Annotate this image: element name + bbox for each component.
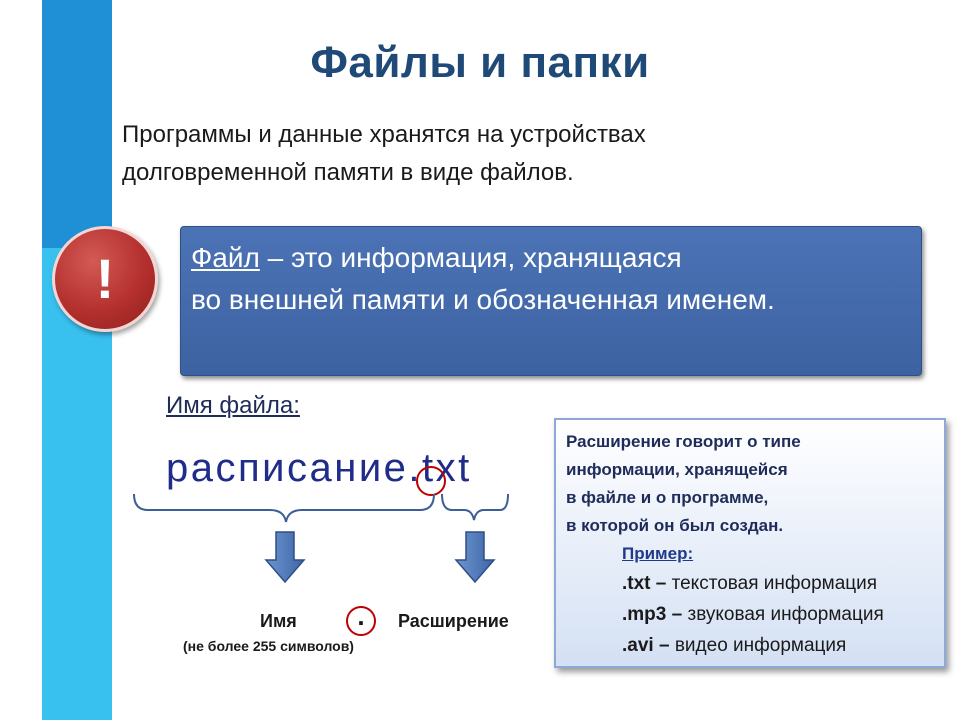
- example-desc: звуковая информация: [687, 604, 884, 625]
- filename-label: Имя файла:: [166, 392, 300, 419]
- example-sep: –: [650, 573, 672, 594]
- page-title: Файлы и папки: [310, 38, 650, 87]
- extension-info-box: [554, 418, 946, 668]
- intro-line-2: долговременной памяти в виде файлов.: [122, 159, 574, 186]
- extension-arrow-icon: [456, 532, 494, 582]
- name-brace: [134, 494, 434, 522]
- example-label: Пример:: [622, 544, 694, 563]
- filename-example: расписание.txt: [166, 446, 472, 490]
- intro-line-1: Программы и данные хранятся на устройствах: [122, 121, 646, 148]
- example-row-txt: [566, 568, 944, 599]
- example-ext: .avi: [622, 635, 654, 656]
- name-arrow-icon: [266, 532, 304, 582]
- definition-term: Файл: [191, 242, 260, 273]
- definition-text-1: – это информация, хранящаяся: [259, 242, 682, 273]
- example-sep: –: [653, 635, 675, 656]
- info-line: Расширение говорит о типе: [566, 432, 801, 451]
- example-ext: .mp3: [622, 604, 667, 625]
- extension-part-label: Расширение: [398, 611, 509, 631]
- example-sep: –: [666, 604, 688, 625]
- example-ext: .txt: [622, 573, 651, 594]
- name-part-label: Имя: [260, 611, 297, 631]
- example-desc: видео информация: [674, 635, 847, 656]
- definition-line-2: во внешней памяти и обозначенная именем.: [191, 284, 775, 315]
- name-length-note: (не более 255 символов): [183, 638, 354, 654]
- example-desc: текстовая информация: [671, 573, 878, 594]
- exclamation-mark: !: [95, 247, 115, 310]
- info-line: в которой он был создан.: [566, 516, 784, 535]
- info-line: в файле и о программе,: [566, 488, 769, 507]
- extension-brace: [442, 494, 508, 520]
- example-row-avi: [566, 630, 944, 661]
- info-line: информации, хранящейся: [566, 460, 788, 479]
- example-row-mp3: [566, 599, 944, 630]
- dot-separator-circle: [346, 601, 376, 636]
- dot-separator: .: [357, 601, 365, 631]
